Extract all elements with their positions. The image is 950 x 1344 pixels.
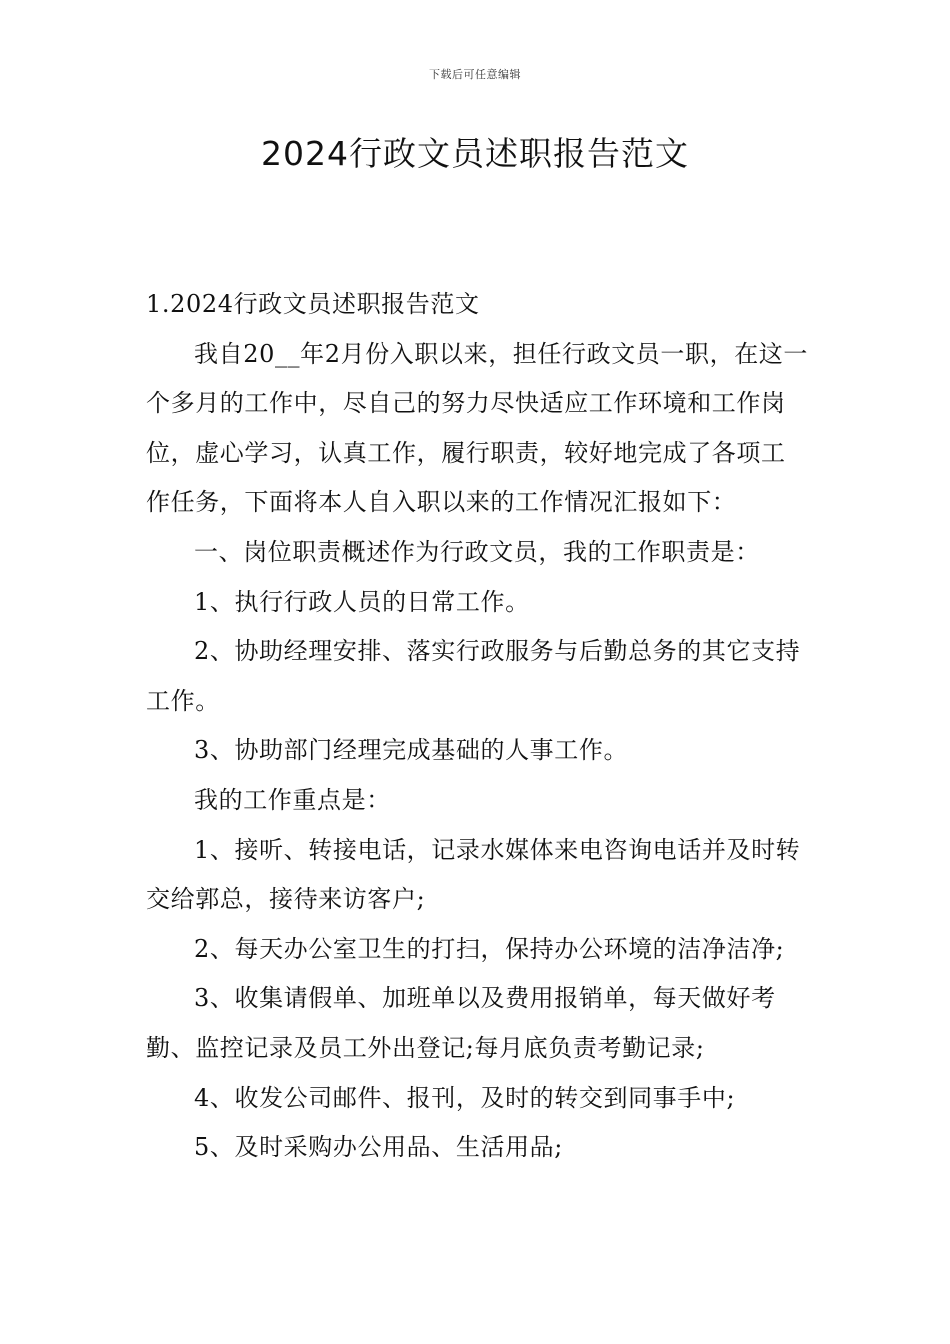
header-note: 下载后可任意编辑 — [429, 68, 521, 81]
document-body — [146, 280, 810, 1173]
paragraph-focus-5: 5、及时采购办公用品、生活用品; — [194, 1133, 563, 1162]
paragraph-intro: 我自20__年2月份入职以来，担任行政文员一职，在这一个多月的工作中，尽自己的努力尽快适应工作环境和工作岗位，虚心学习，认真工作，履行职责，较好地完成了各项工作任务，下面将本人自入职以来的工作情况汇报如下： — [146, 339, 809, 517]
paragraph-focus-heading: 我的工作重点是： — [194, 785, 391, 814]
paragraph-focus-4: 4、收发公司邮件、报刊，及时的转交到同事手中; — [194, 1083, 736, 1112]
paragraph-duties-heading: 一、岗位职责概述作为行政文员，我的工作职责是： — [194, 537, 760, 566]
section-heading: 1.2024行政文员述职报告范文 — [146, 290, 480, 318]
paragraph-duty-1: 1、执行行政人员的日常工作。 — [194, 587, 530, 616]
paragraph-duty-2: 2、协助经理安排、落实行政服务与后勤总务的其它支持工作。 — [146, 637, 801, 715]
document-title: 2024行政文员述职报告范文 — [261, 134, 689, 173]
paragraph-focus-1: 1、接听、转接电话，记录水媒体来电咨询电话并及时转交给郭总，接待来访客户; — [146, 835, 801, 914]
paragraph-focus-3: 3、收集请假单、加班单以及费用报销单，每天做好考勤、监控记录及员工外出登记;每月底负责考勤记录; — [146, 984, 776, 1062]
paragraph-focus-2: 2、每天办公室卫生的打扫，保持办公环境的洁净洁净; — [194, 934, 785, 963]
paragraph-duty-3: 3、协助部门经理完成基础的人事工作。 — [194, 736, 629, 765]
